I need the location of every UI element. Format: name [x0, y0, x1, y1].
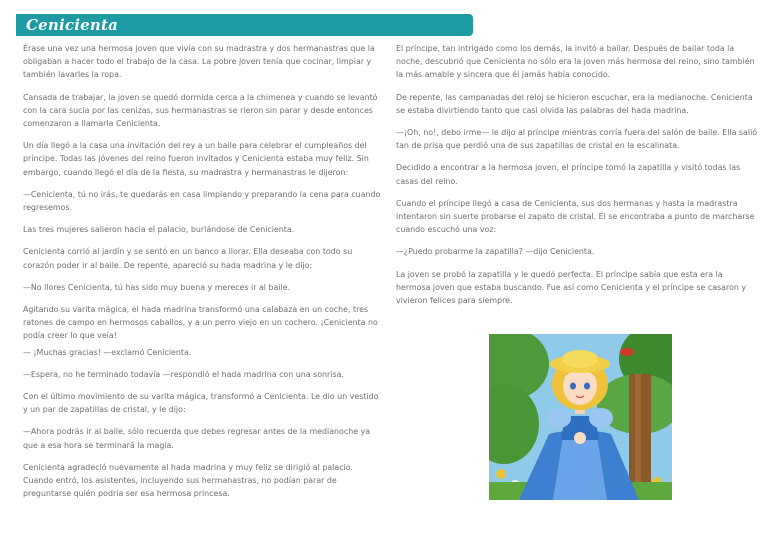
paragraph: El príncipe, tan intrigado como los demás, la invitó a bailar. Después de bailar toda la noche, descubrió que Cenicienta no sólo era la joven más hermosa del reino, sino también la más amable y sincera que él jamás había conocido. — [396, 44, 755, 80]
story-title: Cenicienta — [26, 16, 119, 34]
paragraph: Cenicienta agradeció nuevamente al hada madrina y muy feliz se dirigió al palacio. Cuando entró, los asistentes, incluyendo sus hermanastras, no podían parar de preguntarse quién podría ser esa hermosa princesa. — [23, 462, 353, 499]
title-bar — [16, 14, 473, 36]
paragraph: —Ahora podrás ir al baile, sólo recuerda que debes regresar antes de la medianoche ya que a esa hora se terminará la magia. — [23, 427, 371, 450]
paragraph: —No llores Cenicienta, tú has sido muy buena y mereces ir al baile. — [23, 282, 291, 292]
paragraph: Cansada de trabajar, la joven se quedó dormida cerca a la chimenea y cuando se levantó con la cara sucia por las cenizas, sus hermanastras se rieron sin parar y desde entonces comenzaron a llamarla Cenicienta. — [23, 92, 378, 129]
paragraph: —¡Oh, no!, debo irme— le dijo al príncipe mientras corría fuera del salón de baile. Ella salió tan de prisa que perdió una de sus zapatillas de cristal en la escalinata. — [396, 128, 758, 151]
paragraph: Agitando su varita mágica, el hada madrina transformó una calabaza en un coche, tres ratones de campo en hermosos caballos, y a un perro viejo en un cochero. ¡Cenicienta no podía creer lo que veía! — [23, 305, 378, 341]
paragraph: Cenicienta corrió al jardín y se sentó en un banco a llorar. Ella deseaba con todo su corazón poder ir al baile. De repente, apareció su hada madrina y le dijo: — [23, 247, 353, 270]
paragraph: Cuando el príncipe llegó a casa de Cenicienta, sus dos hermanas y hasta la madrastra intentaron sin suerte probarse el zapato de cristal. Él se encontraba a punto de marcharse cuando escuchó una voz: — [396, 198, 755, 235]
paragraph: Con el último movimiento de su varita mágica, transformó a Cenicienta. Le dio un vestido y un par de zapatillas de cristal, y le dijo: — [23, 392, 379, 415]
paragraph: — ¡Muchas gracias! —exclamó Cenicienta. — [23, 347, 192, 357]
paragraph: Érase una vez una hermosa joven que vivía con su madrastra y dos hermanastras que la obligaban a hacer todo el trabajo de la casa. La pobre joven tenía que cocinar, limpiar y también lavarles la ropa. — [23, 44, 375, 80]
paragraph: Un día llegó a la casa una invitación del rey a un baile para celebrar el cumpleaños del príncipe. Todas las jóvenes del reino fueron invitados y Cenicienta estaba muy feliz. Sin embargo, cuando llegó el día de la fiesta, su madrastra y hermanastras le dijeron: — [23, 141, 369, 177]
paragraph: —Cenicienta, tú no irás, te quedarás en casa limpiando y preparando la cena para cuando regresemos. — [23, 189, 381, 213]
left-column — [23, 42, 385, 509]
cinderella-illustration — [489, 334, 672, 500]
paragraph: —Espera, no he terminado todavía —respondió el hada madrina con una sonrisa. — [23, 369, 344, 379]
paragraph: Las tres mujeres salieron hacia el palacio, burlándose de Cenicienta. — [23, 225, 295, 235]
paragraph: De repente, las campanadas del reloj se hicieron escuchar, era la medianoche. Cenicienta se estaba divirtiendo tanto que casi olvida las palabras del hada madrina. — [396, 92, 753, 115]
paragraph: —¿Puedo probarme la zapatilla? —dijo Cenicienta. — [396, 247, 595, 257]
paragraph: Decidido a encontrar a la hermosa joven, el príncipe tomó la zapatilla y visitó todas las casas del reino. — [396, 163, 741, 186]
right-column — [396, 42, 758, 316]
paragraph: La joven se probó la zapatilla y le quedó perfecta. El príncipe sabía que esta era la hermosa joven que estaba buscando. Fue así como Cenicienta y el príncipe se casaron y vivieron felices para siempre. — [396, 269, 747, 306]
